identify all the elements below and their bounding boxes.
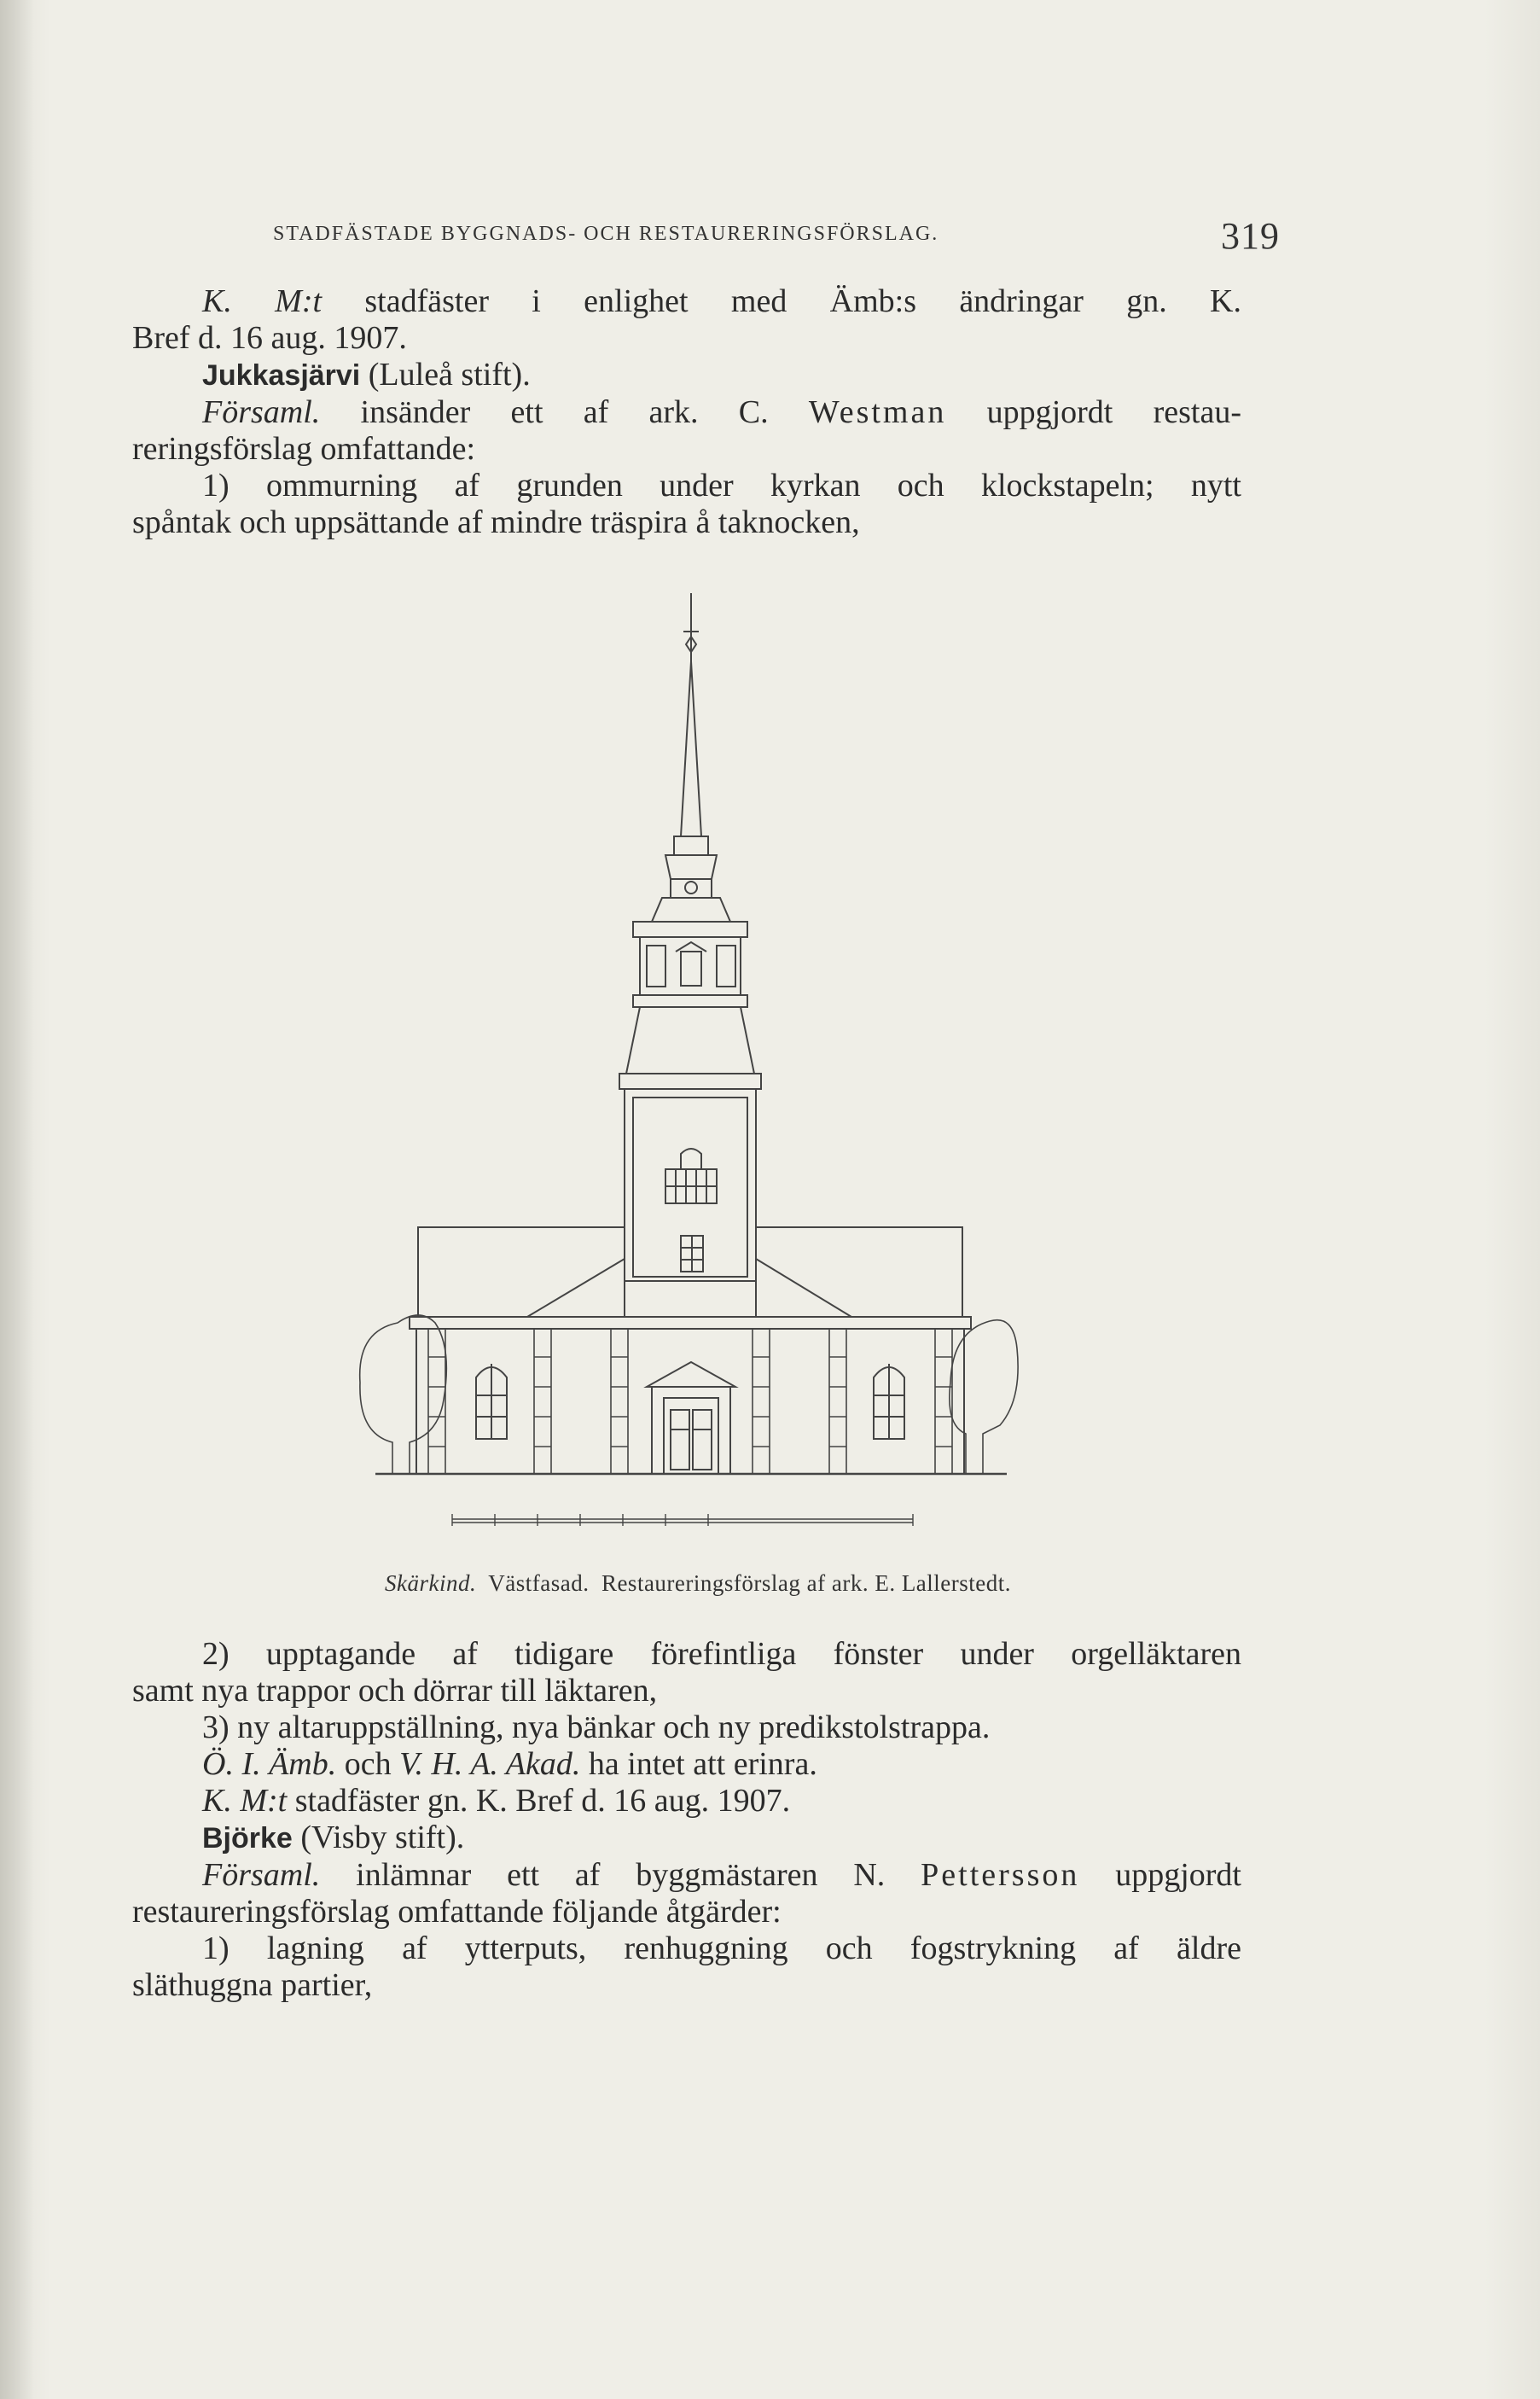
top-text-block: [132, 283, 1241, 541]
tower-body: [625, 1089, 756, 1281]
text-line: 1) lagning af ytterputs, renhuggning och fogstrykning af äldre: [202, 1930, 1241, 1966]
text-line: Björke (Visby stift).: [202, 1820, 465, 1855]
text-line: Jukkasjärvi (Luleå stift).: [202, 357, 531, 393]
entrance-portal: [647, 1362, 735, 1474]
tower-roof: [626, 1007, 754, 1074]
church-elevation-drawing: [324, 580, 1058, 1549]
text-line: spåntak och uppsättande af mindre träspira å taknocken,: [132, 504, 860, 540]
text-line: 2) upptagande af tidigare förefintliga fönster under orgelläktaren: [202, 1636, 1241, 1672]
text-line: restaureringsförslag omfattande följande åtgärder:: [132, 1894, 782, 1930]
text-line: samt nya trappor och dörrar till läktaren,: [132, 1673, 658, 1709]
spire-collar: [674, 836, 708, 855]
tree-left: [360, 1315, 447, 1474]
bottom-text-block: [132, 1636, 1241, 2004]
text-line: reringsförslag omfattande:: [132, 431, 476, 467]
text-line: Bref d. 16 aug. 1907.: [132, 320, 407, 356]
parish-heading: Björke: [202, 1822, 293, 1855]
running-head-title: STADFÄSTADE BYGGNADS- OCH RESTAURERINGSFÖRSLAG.: [273, 223, 939, 245]
text-line: Församl. insänder ett af ark. C. Westman uppgjordt restau-: [202, 394, 1241, 430]
spire-cross: [683, 593, 699, 661]
figure-caption: [271, 1570, 1124, 1597]
scale-bar: [452, 1514, 913, 1526]
text-line: Ö. I. Ämb. och V. H. A. Akad. ha intet att erinra.: [202, 1746, 817, 1782]
text-line: 1) ommurning af grunden under kyrkan och klockstapeln; nytt: [202, 468, 1241, 504]
text-line: släthuggna partier,: [132, 1967, 373, 2003]
text-line: K. M:t stadfäster i enlighet med Ämb:s ändringar gn. K.: [202, 283, 1242, 319]
lantern: [633, 922, 747, 937]
tower-small-window: [681, 1236, 703, 1272]
tree-right: [950, 1320, 1018, 1474]
spire: [681, 661, 701, 836]
text-line: K. M:t stadfäster gn. K. Bref d. 16 aug. 1907.: [202, 1783, 791, 1819]
caption-place: Skärkind.: [384, 1570, 477, 1596]
text-line: 3) ny altaruppställning, nya bänkar och ny predikstolstrappa.: [202, 1709, 991, 1745]
arched-window-left: [476, 1364, 507, 1439]
parish-heading: Jukkasjärvi: [202, 359, 361, 392]
caption-text: Västfasad. Restaureringsförslag af ark. E. Lallerstedt.: [476, 1570, 1012, 1596]
arched-window-right: [874, 1364, 904, 1439]
page-number: 319: [1221, 215, 1280, 257]
text-line: Församl. inlämnar ett af byggmästaren N. Pettersson uppgjordt: [202, 1857, 1241, 1893]
running-head: [273, 215, 1280, 257]
page-edge-shadow: [0, 0, 34, 2399]
belfry-window: [665, 1149, 717, 1203]
